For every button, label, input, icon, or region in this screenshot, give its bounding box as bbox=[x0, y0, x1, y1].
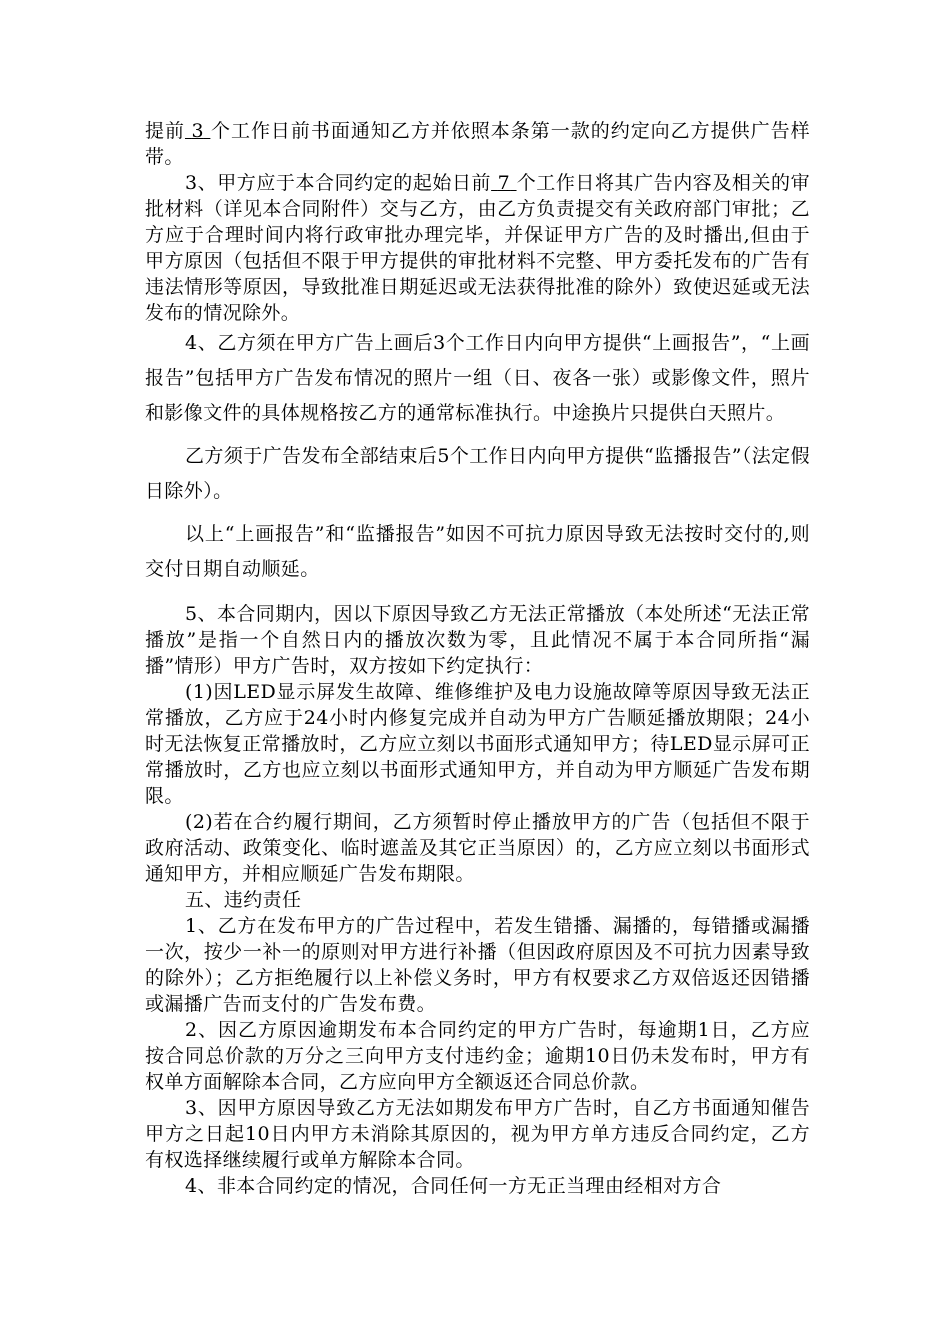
paragraph-monitor-report: 乙方须于广告发布全部结束后5个工作日内向甲方提供“监播报告”（法定假日除外）。 bbox=[145, 445, 810, 502]
liability-clause-4: 4、非本合同约定的情况，合同任何一方无正当理由经相对方合 bbox=[185, 1175, 722, 1197]
clause-3-approval bbox=[145, 170, 810, 326]
contract-page bbox=[145, 118, 810, 1199]
underlined-days-7: 7 bbox=[497, 172, 511, 194]
item-1-led-failure: (1)因LED显示屏发生故障、维修维护及电力设施故障等原因导致无法正常播放，乙方应于24小时内修复完成并自动为甲方广告顺延播放期限；24小时无法恢复正常播放时，乙方应立刻以书面形式通知甲方；待LED显示屏可正常播放时，乙方也应立刻以书面形式通知甲方，并自动为甲方顺延广告发布期限。 bbox=[145, 681, 810, 807]
text-segment: 个工作日前书面通知乙方并依照本条第一款的约定向乙方提供广告样带。 bbox=[145, 120, 810, 168]
section-heading-liability: 五、违约责任 bbox=[185, 889, 302, 911]
text-segment: 3、甲方应于本合同约定的起始日前 bbox=[185, 172, 492, 194]
liability-clause-2: 2、因乙方原因逾期发布本合同约定的甲方广告时，每逾期1日，乙方应按合同总价款的万分之三向甲方支付违约金；逾期10日仍未发布时，甲方有权单方面解除本合同，乙方应向甲方全额返还合同总价款。 bbox=[145, 1019, 810, 1093]
underlined-days-3: 3 bbox=[191, 120, 204, 142]
liability-clause-3: 3、因甲方原因导致乙方无法如期发布甲方广告时，自乙方书面通知催告甲方之日起10日内甲方未消除其原因的，视为甲方单方违反合同约定，乙方有权选择继续履行或单方解除本合同。 bbox=[145, 1097, 810, 1171]
paragraph-force-majeure-delay: 以上“上画报告”和“监播报告”如因不可抗力原因导致无法按时交付的,则交付日期自动顺延。 bbox=[145, 523, 810, 580]
item-2-suspension: (2)若在合约履行期间，乙方须暂时停止播放甲方的广告（包括但不限于政府活动、政策变化、临时遮盖及其它正当原因）的，乙方应立刻以书面形式通知甲方，并相应顺延广告发布期限。 bbox=[145, 811, 810, 885]
liability-clause-1: 1、乙方在发布甲方的广告过程中，若发生错播、漏播的，每错播或漏播一次，按少一补一的原则对甲方进行补播（但因政府原因及不可抗力因素导致的除外）；乙方拒绝履行以上补偿义务时，甲方有权要求乙方双倍返还因错播或漏播广告而支付的广告发布费。 bbox=[145, 915, 810, 1015]
text-segment: 个工作日将其广告内容及相关的审批材料（详见本合同附件）交与乙方，由乙方负责提交有关政府部门审批；乙方应于合理时间内将行政审批办理完毕，并保证甲方广告的及时播出,但由于甲方原因（包括但不限于甲方提供的审批材料不完整、甲方委托发布的广告有违法情形等原因，导致批准日期延迟或无法获得批准的除外）致使迟延或无法发布的情况除外。 bbox=[145, 172, 810, 324]
clause-4-report: 4、乙方须在甲方广告上画后3个工作日内向甲方提供“上画报告”，“上画报告”包括甲方广告发布情况的照片一组（日、夜各一张）或影像文件，照片和影像文件的具体规格按乙方的通常标准执行。中途换片只提供白天照片。 bbox=[145, 332, 810, 424]
text-segment: 提前 bbox=[145, 120, 185, 142]
clause-5-playback: 5、本合同期内，因以下原因导致乙方无法正常播放（本处所述“无法正常播放”是指一个自然日内的播放次数为零，且此情况不属于本合同所指“漏播”情形）甲方广告时，双方按如下约定执行： bbox=[145, 603, 810, 677]
paragraph-sample-tape bbox=[145, 118, 810, 170]
